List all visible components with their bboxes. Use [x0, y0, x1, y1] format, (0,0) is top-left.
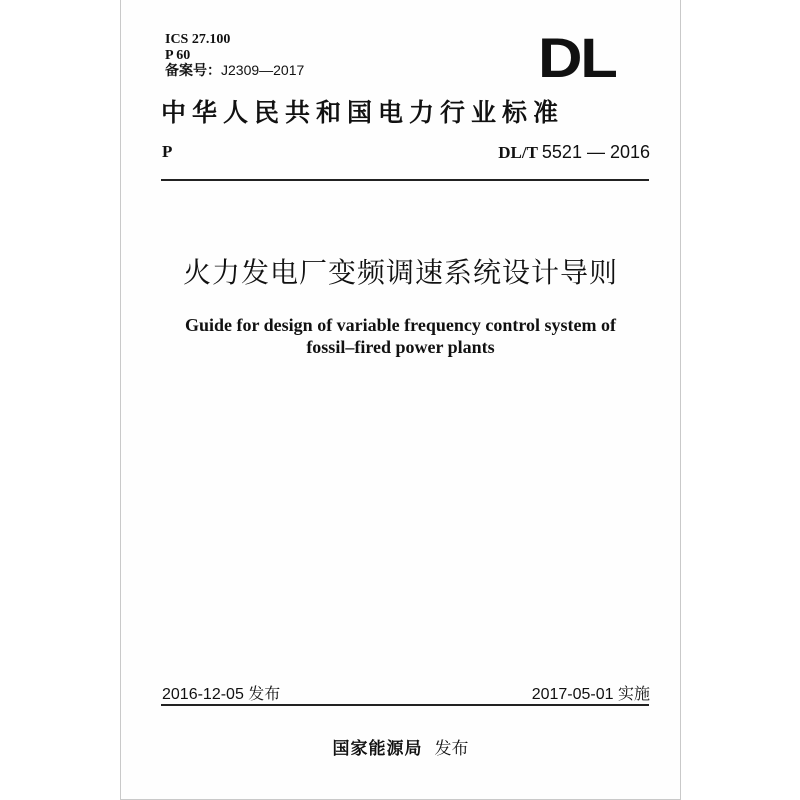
- issuer-verb: 发布: [434, 739, 469, 759]
- standard-number: [498, 142, 650, 163]
- issuer: [121, 734, 680, 759]
- record-number-label: 备案号：: [165, 63, 221, 79]
- effective-date: 2017-05-01 实施: [531, 686, 650, 703]
- document-title-en: [121, 314, 680, 358]
- standard-cover: [120, 0, 681, 800]
- p-code: P 60: [165, 48, 191, 63]
- ics-code: ICS 27.100: [165, 32, 231, 47]
- document-title-cn: 火力发电厂变频调速系统设计导则: [182, 256, 618, 289]
- standard-number-value: 5521 — 2016: [541, 142, 650, 162]
- record-number-value: J2309—2017: [221, 62, 305, 78]
- standard-number-prefix: DL/T: [498, 143, 538, 162]
- publish-date: 2016-12-05 发布: [162, 686, 281, 703]
- bottom-divider: [161, 704, 649, 706]
- issuer-name: 国家能源局: [332, 739, 423, 759]
- top-divider: [161, 179, 649, 181]
- record-number: [165, 62, 304, 80]
- dl-logo: DL: [538, 26, 616, 89]
- category-code: P: [162, 142, 173, 161]
- document-title-en-line1: Guide for design of variable frequency control system of: [185, 315, 616, 335]
- organization-title: 中华人民共和国电力行业标准: [161, 98, 565, 127]
- document-title-en-line2: fossil–fired power plants: [306, 337, 495, 357]
